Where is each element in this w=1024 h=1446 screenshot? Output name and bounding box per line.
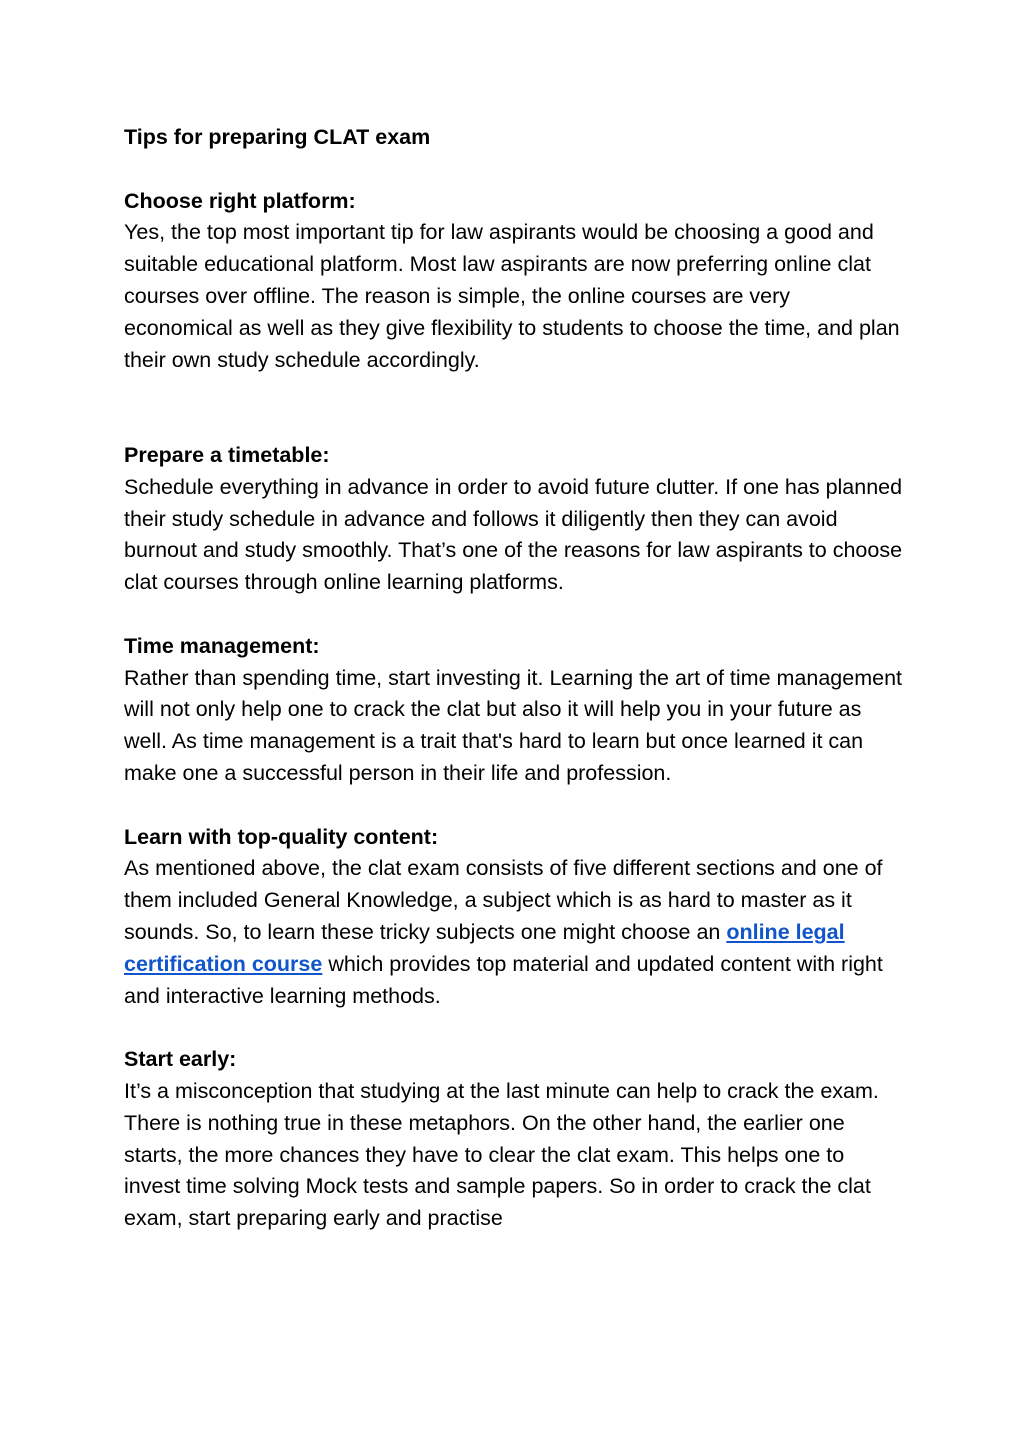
section-heading: Time management:: [124, 633, 320, 658]
body-text-before-link: As mentioned above, the clat exam consists of five different sections and one of them included General Knowledge, a subject which is as hard to master as it sounds. So, to learn these tricky subjects one might choose an: [124, 856, 883, 944]
section-quality-content: [124, 822, 904, 1013]
document-page: [124, 122, 904, 1235]
section-body: Yes, the top most important tip for law aspirants would be choosing a good and suitable educational platform. Most law aspirants are now preferring online clat courses over offline. The reason is simple, the online courses are very economical as well as they give flexibility to students to choose the time, and plan their own study schedule accordingly.: [124, 220, 900, 372]
body-text-after-link: which provides top material and updated content with right and interactive learning methods.: [124, 951, 883, 1008]
spacer: [124, 376, 904, 440]
spacer: [124, 599, 904, 631]
section-body: It’s a misconception that studying at the last minute can help to crack the exam. There is nothing true in these metaphors. On the other hand, the earlier one starts, the more chances they have to clear the clat exam. This helps one to invest time solving Mock tests and sample papers. So in order to crack the clat exam, start preparing early and practise: [124, 1078, 879, 1231]
spacer: [124, 790, 904, 822]
section-prepare-timetable: [124, 440, 904, 599]
section-body: Rather than spending time, start investing it. Learning the art of time management will not only help one to crack the clat but also it will help you in your future as well. As time management is a trait that's hard to learn but once learned it can make one a successful person in their life and profession.: [124, 665, 903, 785]
section-heading: Prepare a timetable:: [124, 442, 330, 467]
online-legal-certification-course-link[interactable]: online legal certification course: [124, 919, 845, 976]
spacer: [124, 1012, 904, 1044]
section-choose-platform: [124, 186, 904, 377]
section-body: Schedule everything in advance in order to avoid future clutter. If one has planned their study schedule in advance and follows it diligently then they can avoid burnout and study smoothly. That’s one of the reasons for law aspirants to choose clat courses through online learning platforms.: [124, 474, 903, 595]
section-heading: Choose right platform:: [124, 188, 356, 213]
section-time-management: [124, 631, 904, 790]
section-heading: Start early:: [124, 1047, 237, 1072]
section-body: [124, 853, 904, 1012]
document-title: Tips for preparing CLAT exam: [124, 125, 431, 149]
spacer: [124, 154, 904, 186]
section-heading: Learn with top-quality content:: [124, 824, 439, 849]
section-start-early: [124, 1044, 904, 1235]
